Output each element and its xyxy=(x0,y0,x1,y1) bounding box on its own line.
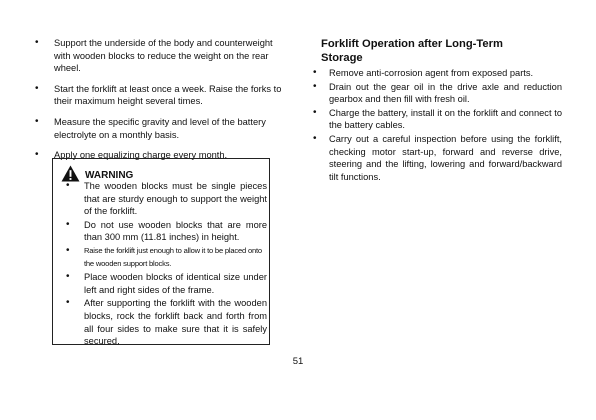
right-column xyxy=(308,37,562,184)
left-column xyxy=(24,37,286,170)
list-item: • Apply one equalizing charge every month. xyxy=(24,149,286,162)
list-item: • Charge the battery, install it on the forklift and connect to the battery cables. xyxy=(308,107,562,132)
list-item: • Remove anti-corrosion agent from exposed parts. xyxy=(308,67,562,80)
list-item: • Place wooden blocks of identical size under left and right sides of the frame. xyxy=(55,271,267,296)
warning-title: WARNING xyxy=(85,170,134,181)
list-item: • The wooden blocks must be single pieces that are sturdy enough to support the weight of the forklift. xyxy=(55,180,267,218)
page-number: 51 xyxy=(292,356,304,367)
warning-list xyxy=(55,180,267,349)
list-item: • Drain out the gear oil in the drive axle and reduction gearbox and then fill with fresh oil. xyxy=(308,81,562,106)
operation-bullet-list xyxy=(308,67,562,183)
list-item: • Start the forklift at least once a week. Raise the forks to their maximum height several times. xyxy=(24,83,286,108)
list-item: • Do not use wooden blocks that are more than 300 mm (11.81 inches) in height. xyxy=(55,219,267,244)
storage-bullet-list xyxy=(24,37,286,162)
warning-header xyxy=(61,162,133,182)
section-title xyxy=(321,37,562,65)
section-title-line-1: Forklift Operation after Long-Term xyxy=(321,38,503,50)
section-title-line-2: Storage xyxy=(321,52,363,64)
warning-box xyxy=(52,158,270,345)
list-item: • Raise the forklift just enough to allow it to be placed onto the wooden support blocks. xyxy=(55,245,267,270)
list-item: • Measure the specific gravity and level of the battery electrolyte on a monthly basis. xyxy=(24,116,286,141)
list-item: • After supporting the forklift with the wooden blocks, rock the forklift back and forth from all four sides to make sure that it is safely secured. xyxy=(55,297,267,347)
list-item: • Support the underside of the body and counterweight with wooden blocks to reduce the weight on the rear wheel. xyxy=(24,37,286,75)
list-item: • Carry out a careful inspection before using the forklift, checking motor start-up, forward and reverse drive, steering and the lifting, lowering and forward/backward tilt functions. xyxy=(308,133,562,183)
